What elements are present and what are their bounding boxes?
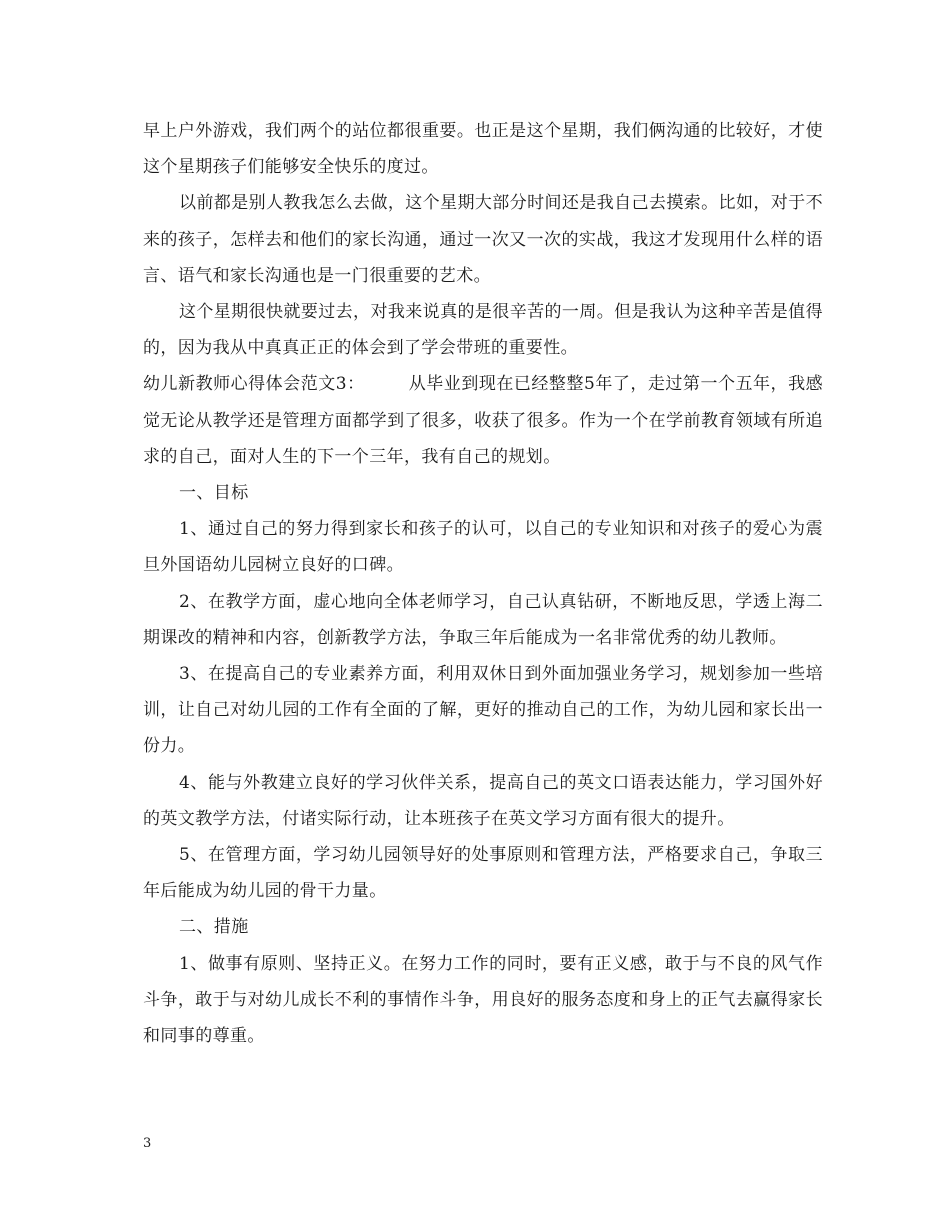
paragraph-1: 早上户外游戏，我们两个的站位都很重要。也正是这个星期，我们俩沟通的比较好，才使这个星期孩子们能够安全快乐的度过。 xyxy=(143,121,823,178)
section-title: 幼儿新教师心得体会范文3： xyxy=(143,374,365,395)
goal-item-5: 5、在管理方面，学习幼儿园领导好的处事原则和管理方法，严格要求自己，争取三年后能成为幼儿园的骨干力量。 xyxy=(143,845,823,902)
paragraph-2: 以前都是别人教我怎么去做，这个星期大部分时间还是我自己去摸索。比如，对于不来的孩子，怎样去和他们的家长沟通，通过一次又一次的实战，我这才发现用什么样的语言、语气和家长沟通也是一门很重要的艺术。 xyxy=(143,193,823,286)
section-intro-text: 从毕业到现在已经整整5年了，走过第一个五年，我感觉无论从教学还是管理方面都学到了很多，收获了很多。作为一个在学前教育领域有所追求的自己，面对人生的下一个三年，我有自己的规划。 xyxy=(143,374,823,467)
measures-heading: 二、措施 xyxy=(179,917,249,938)
paragraph-3: 这个星期很快就要过去，对我来说真的是很辛苦的一周。但是我认为这种辛苦是值得的，因为我从中真真正正的体会到了学会带班的重要性。 xyxy=(143,302,823,359)
goal-item-1: 1、通过自己的努力得到家长和孩子的认可，以自己的专业知识和对孩子的爱心为震旦外国语幼儿园树立良好的口碑。 xyxy=(143,519,823,576)
measure-item-1: 1、做事有原则、坚持正义。在努力工作的同时，要有正义感，敢于与不良的风气作斗争，敢于与对幼儿成长不利的事情作斗争，用良好的服务态度和身上的正气去赢得家长和同事的尊重。 xyxy=(143,953,823,1047)
goal-item-2: 2、在教学方面，虚心地向全体老师学习，自己认真钻研，不断地反思，学透上海二期课改的精神和内容，创新教学方法，争取三年后能成为一名非常优秀的幼儿教师。 xyxy=(143,591,823,648)
goal-item-3: 3、在提高自己的专业素养方面，利用双休日到外面加强业务学习，规划参加一些培训，让自己对幼儿园的工作有全面的了解，更好的推动自己的工作，为幼儿园和家长出一份力。 xyxy=(143,664,823,757)
goal-item-4: 4、能与外教建立良好的学习伙伴关系，提高自己的英文口语表达能力，学习国外好的英文教学方法，付诸实际行动，让本班孩子在英文学习方面有很大的提升。 xyxy=(143,772,823,829)
page-number: 3 xyxy=(143,1136,152,1151)
goals-heading: 一、目标 xyxy=(179,483,249,504)
section-intro-paragraph xyxy=(143,366,823,475)
document-body xyxy=(143,113,823,1054)
